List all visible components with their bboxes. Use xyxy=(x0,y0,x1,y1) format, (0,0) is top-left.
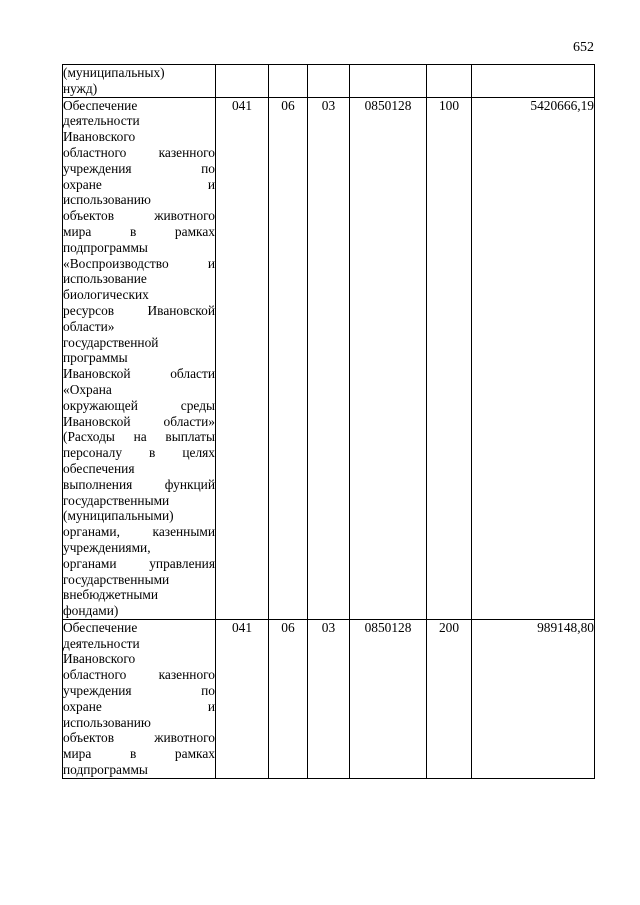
item-name-line: использованию xyxy=(63,192,151,208)
item-name-line: (муниципальными) xyxy=(63,508,174,524)
item-name-line: выполнения функций xyxy=(63,476,215,492)
page-number: 652 xyxy=(573,40,594,55)
item-name-line: ресурсов Ивановской xyxy=(63,302,215,318)
amount-cell xyxy=(472,65,595,98)
item-name-line: государственными xyxy=(63,492,170,508)
item-name-cell xyxy=(63,65,216,98)
item-name-line: органами управления xyxy=(63,555,215,571)
item-name-line: объектов животного xyxy=(63,730,215,746)
item-name-line: окружающей среды xyxy=(63,397,215,413)
item-name-line: персоналу в целях xyxy=(63,445,215,461)
item-name-line: областного казенного xyxy=(63,144,215,160)
item-name-line: «Охрана xyxy=(63,381,112,397)
item-name-line: области» xyxy=(63,318,115,334)
target-article-cell: 0850128 xyxy=(350,619,427,778)
item-name-line: охране и xyxy=(63,698,215,714)
item-name-line: деятельности xyxy=(63,113,140,129)
table-row xyxy=(63,97,595,619)
section-cell: 06 xyxy=(269,97,308,619)
expense-type-cell: 200 xyxy=(427,619,472,778)
item-name-line: (муниципальных) xyxy=(63,65,165,80)
subsection-cell xyxy=(308,65,350,98)
item-name-line: мира в рамках xyxy=(63,223,215,239)
item-name-line: государственной xyxy=(63,334,159,350)
item-name-line: программы xyxy=(63,350,128,366)
item-name-line: областного казенного xyxy=(63,667,215,683)
item-name-line: мира в рамках xyxy=(63,746,215,762)
item-name-line: Ивановского xyxy=(63,651,136,667)
item-name-line: подпрограммы xyxy=(63,762,148,778)
target-article-cell xyxy=(350,65,427,98)
expense-type-cell xyxy=(427,65,472,98)
item-name-line: обеспечения xyxy=(63,460,135,476)
item-name-line: учреждения по xyxy=(63,160,215,176)
item-name-line: биологических xyxy=(63,287,149,303)
subsection-cell: 03 xyxy=(308,619,350,778)
item-name-line: Ивановского xyxy=(63,129,136,145)
subsection-cell: 03 xyxy=(308,97,350,619)
item-name-line: Ивановской области» xyxy=(63,413,215,429)
item-name-line: фондами) xyxy=(63,603,119,619)
section-cell xyxy=(269,65,308,98)
item-name-line: внебюджетными xyxy=(63,587,159,603)
table-row xyxy=(63,619,595,778)
item-name-line: объектов животного xyxy=(63,208,215,224)
section-cell: 06 xyxy=(269,619,308,778)
budget-code-cell: 041 xyxy=(216,619,269,778)
amount-cell: 989148,80 xyxy=(472,619,595,778)
budget-table xyxy=(62,64,595,779)
item-name-line: Ивановской области xyxy=(63,366,215,382)
item-name-line: «Воспроизводство и xyxy=(63,255,215,271)
item-name-line: учреждениями, xyxy=(63,539,151,555)
item-name-line: Обеспечение xyxy=(63,97,138,113)
item-name-line: (Расходы на выплаты xyxy=(63,429,215,445)
item-name-line: использование xyxy=(63,271,147,287)
item-name-cell xyxy=(63,619,216,778)
item-name-line: учреждения по xyxy=(63,683,215,699)
amount-cell: 5420666,19 xyxy=(472,97,595,619)
target-article-cell: 0850128 xyxy=(350,97,427,619)
item-name-cell xyxy=(63,97,216,619)
item-name-line: нужд) xyxy=(63,80,98,96)
budget-code-cell xyxy=(216,65,269,98)
item-name-line: органами, казенными xyxy=(63,524,215,540)
item-name-line: подпрограммы xyxy=(63,239,148,255)
table-row xyxy=(63,65,595,98)
item-name-line: государственными xyxy=(63,571,170,587)
item-name-line: использованию xyxy=(63,714,151,730)
table-body xyxy=(63,65,595,779)
expense-type-cell: 100 xyxy=(427,97,472,619)
budget-code-cell: 041 xyxy=(216,97,269,619)
item-name-line: охране и xyxy=(63,176,215,192)
item-name-line: деятельности xyxy=(63,635,140,651)
item-name-line: Обеспечение xyxy=(63,619,138,635)
